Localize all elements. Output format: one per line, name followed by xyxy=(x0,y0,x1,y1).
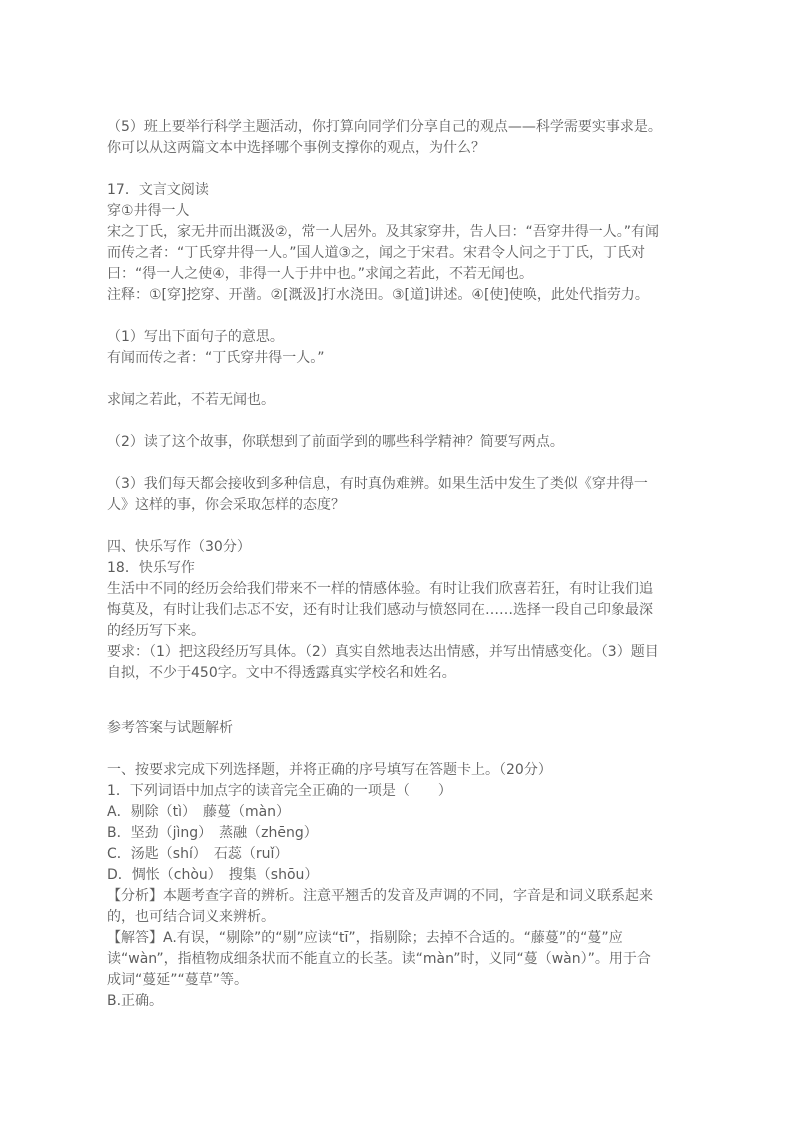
passage-notes: 注释：①[穿]挖穿、开凿。②[溉汲]打水浇田。③[道]讲述。④[使]使唤，此处代指劳力。 xyxy=(107,287,649,303)
question-17-1-prompt: （1）写出下面句子的意思。 xyxy=(107,329,284,345)
question-17-1-sentence-1: 有闻而传之者：“丁氏穿井得一人。” xyxy=(107,350,325,366)
answers-q1-analysis: 【分析】本题考查字音的辨析。注意平翘舌的发音及声调的不同，字音是和词义联系起来的，也可结合词义来辨析。 xyxy=(107,888,653,925)
answers-q1-option-d: D．惆怅（chòu） 搜集（shōu） xyxy=(107,867,319,883)
answers-q1-option-a: A．剔除（tì） 藤蔓（màn） xyxy=(107,804,291,820)
answers-part1-heading: 一、按要求完成下列选择题，并将正确的序号填写在答题卡上。（20分） xyxy=(107,762,552,778)
answers-heading: 参考答案与试题解析 xyxy=(107,720,233,736)
item-17-heading: 17．文言文阅读 xyxy=(107,182,209,198)
question-17-3: （3）我们每天都会接收到多种信息，有时真伪难辨。如果生活中发生了类似《穿井得一人》这样的事，你会采取怎样的态度？ xyxy=(107,476,648,513)
writing-section-heading: 四、快乐写作（30分） xyxy=(107,539,251,555)
writing-requirements: 要求：（1）把这段经历写具体。（2）真实自然地表达出情感，并写出情感变化。（3）题目自拟，不少于450字。文中不得透露真实学校名和姓名。 xyxy=(107,644,659,681)
passage-text: 宋之丁氏，家无井而出溉汲②，常一人居外。及其家穿井，告人曰：“吾穿井得一人。”有闻而传之者：“丁氏穿井得一人。”国人道③之，闻之于宋君。宋君令人问之于丁氏，丁氏对曰：“得一人之使④，非得一人于井中也。”求闻之若此，不若无闻也。 xyxy=(107,224,660,282)
writing-prompt: 生活中不同的经历会给我们带来不一样的情感体验。有时让我们欣喜若狂，有时让我们追悔莫及，有时让我们忐忑不安，还有时让我们感动与愤怒同在……选择一段自己印象最深的经历写下来。 xyxy=(107,581,653,639)
answers-q1-explanation-b: B.正确。 xyxy=(107,993,164,1009)
answers-q1-stem: 1．下列词语中加点字的读音完全正确的一项是（ ） xyxy=(107,783,452,799)
question-17-2: （2）读了这个故事，你联想到了前面学到的哪些科学精神？简要写两点。 xyxy=(107,434,564,450)
item-18-heading: 18．快乐写作 xyxy=(107,560,195,576)
answers-q1-explanation-a: 【解答】A.有误，“剔除”的“剔”应读“tī”，指剔除；去掉不合适的。“藤蔓”的“蔓”应读“wàn”，指植物成细条状而不能直立的长茎。读“màn”时，义同“蔓（wàn）”。用于合成词“蔓延”“蔓草”等。 xyxy=(107,930,651,988)
answers-q1-option-c: C．汤匙（shí） 石蕊（ruǐ） xyxy=(107,846,289,862)
question-16-5: （5）班上要举行科学主题活动，你打算向同学们分享自己的观点——科学需要实事求是。你可以从这两篇文本中选择哪个事例支撑你的观点，为什么？ xyxy=(107,119,662,156)
passage-title: 穿①井得一人 xyxy=(107,203,190,219)
question-17-1-sentence-2: 求闻之若此，不若无闻也。 xyxy=(107,392,275,408)
answers-q1-option-b: B．坚劲（jìng） 蒸融（zhēng） xyxy=(107,825,318,841)
